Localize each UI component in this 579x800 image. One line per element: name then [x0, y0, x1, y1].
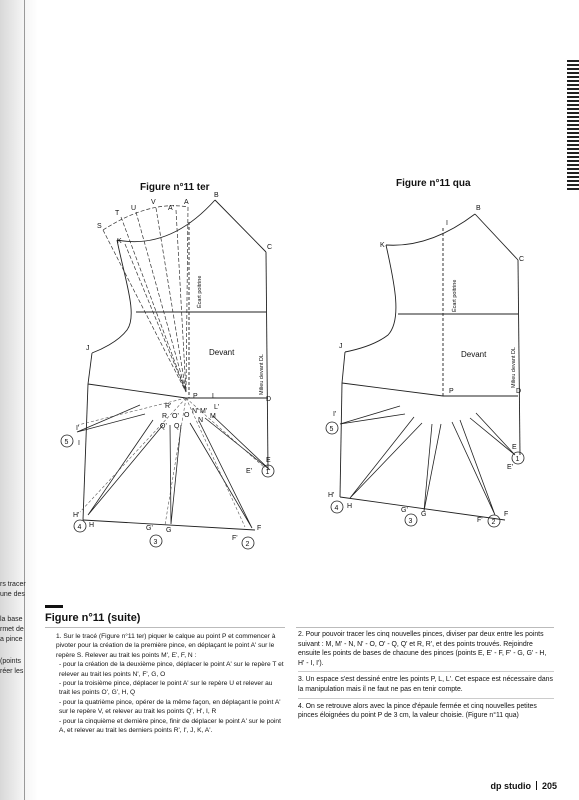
left-lower-side — [83, 384, 88, 520]
page-number: 205 — [541, 781, 557, 791]
instructions-right-column — [298, 630, 554, 727]
q-label-h-prime: H' — [328, 492, 335, 499]
label-f-prime: F' — [232, 535, 238, 542]
step-1-dart-3: - pour la troisième pince, déplacer le point A' sur le repère U et relever au trait les points O', G', H, Q — [59, 680, 273, 697]
label-l: L — [212, 393, 216, 400]
q-label-g: G — [421, 511, 427, 518]
q-label-i: I — [446, 220, 448, 227]
label-devant: Devant — [209, 348, 235, 357]
step-2-text: 2. Pour pouvoir tracer les cinq nouvelles pinces, diviser par deux entre les points suivant : M, M' - N, N' - O, O' - Q, Q' et R, R', et des points trouvés. Rejoindre ensuite les points de bases de chacune des pinces (points E, E' - F, F' - G, G' - H, H' - I, I'). — [298, 630, 554, 672]
q-label-milieu-devant: Milieu devant DL — [511, 347, 517, 388]
label-a-prime: A' — [168, 205, 175, 212]
q-armhole-curve — [345, 245, 396, 352]
book-spine-shadow — [0, 0, 38, 800]
label-milieu-devant: Milieu devant DL — [259, 354, 265, 395]
label-q: Q — [174, 423, 180, 430]
label-d: D — [266, 396, 272, 403]
circle-3-label: 3 — [153, 539, 158, 546]
q-dart-1 — [470, 413, 515, 455]
figure-11-qua-diagram — [320, 195, 535, 535]
label-e-prime: E' — [246, 468, 253, 475]
footer-separator — [536, 781, 537, 790]
label-i: I — [78, 440, 80, 447]
q-label-e-prime: E' — [507, 464, 514, 471]
label-r-prime: R' — [165, 403, 172, 410]
step-4-text: 4. On se retrouve alors avec la pince d'épaule fermée et cinq nouvelles petites pinces éloignées du point P de 3 cm, la valeur choisie. (Figure n°11 qua) — [298, 702, 537, 720]
ray-k — [125, 244, 186, 392]
q-label-c: C — [519, 256, 525, 263]
waist-line-upper — [88, 384, 186, 398]
label-n-prime: N' — [192, 408, 199, 415]
label-ecart-poitrine: Écart poitrine — [197, 275, 203, 308]
label-o-prime: O' — [172, 413, 179, 420]
q-label-h: H — [347, 503, 353, 510]
q-left-lower-side — [340, 383, 342, 497]
label-h: H — [89, 522, 95, 529]
label-g-prime: G' — [146, 525, 153, 532]
ray-s — [103, 230, 186, 392]
label-p: P — [193, 393, 198, 400]
q-dart-5 — [340, 406, 405, 424]
figure-11-ter-title: Figure n°11 ter — [140, 182, 210, 193]
circle-5-label: 5 — [64, 439, 69, 446]
q-label-devant: Devant — [461, 350, 487, 359]
label-m: M — [210, 413, 216, 420]
q-circle-3-label: 3 — [408, 518, 413, 525]
instructions-left-column — [56, 632, 284, 735]
margin-fragment-7: réer les — [0, 668, 24, 675]
label-k: K — [117, 238, 122, 245]
step-1-dart-4: - pour la quatrième pince, opérer de la même façon, en déplaçant le point A' sur le repère V, et relever au trait les points Q', H', I, R — [59, 698, 281, 716]
q-label-k: K — [380, 242, 385, 249]
q-label-e: E — [512, 444, 517, 451]
q-centre-front-line — [518, 260, 520, 455]
circle-2-label: 2 — [245, 541, 250, 548]
side-seam — [88, 353, 92, 384]
label-r: R — [162, 413, 168, 420]
shoulder-seam — [215, 200, 266, 252]
label-f: F — [257, 525, 262, 532]
label-n: N — [198, 417, 204, 424]
armhole-curve — [92, 240, 131, 353]
label-s: S — [97, 223, 102, 230]
book-spine-line — [24, 0, 25, 800]
q-label-f-prime: F' — [477, 517, 483, 524]
q-label-p: P — [449, 388, 454, 395]
label-l-prime: L' — [214, 404, 220, 411]
ray-a — [186, 207, 188, 392]
margin-fragment-5: a pince — [0, 636, 23, 643]
q-label-f: F — [504, 511, 509, 518]
section-rule-left — [45, 627, 285, 628]
step-1-dart-2: - pour la création de la deuxième pince, déplacer le point A' sur le repère T et relever au trait les points N', F', G, O — [59, 661, 284, 678]
page-footer — [490, 781, 557, 791]
label-t: T — [115, 210, 120, 217]
section-rule-right — [296, 627, 554, 628]
margin-fragment-6: (points — [0, 658, 22, 665]
q-circle-2-label: 2 — [491, 519, 496, 526]
label-h-prime: H' — [73, 512, 80, 519]
step-1-dart-5: - pour la cinquième et dernière pince, finir de déplacer le point A' sur le point A, et relever au trait les derniers points R', I', J, K, A'. — [59, 717, 281, 735]
label-q-prime: Q' — [160, 423, 167, 430]
figure-11-ter-diagram — [55, 190, 295, 555]
page-edge-tab — [567, 60, 579, 190]
dart-4 — [88, 420, 163, 515]
figure-11-qua-title: Figure n°11 qua — [396, 178, 471, 189]
circle-4-label: 4 — [77, 524, 82, 531]
footer-brand: dp studio — [490, 781, 531, 791]
step-3-text: 3. Un espace s'est dessiné entre les points P, L, L'. Cet espace est nécessaire dans la manipulation mais il ne faut ne pas en tenir compte. — [298, 675, 554, 698]
label-g: G — [166, 527, 172, 534]
circle-1-label: 1 — [265, 469, 270, 476]
label-b: B — [214, 192, 219, 199]
section-title: Figure n°11 (suite) — [45, 612, 141, 624]
q-shoulder-seam — [475, 214, 518, 260]
label-c: C — [267, 244, 273, 251]
q-circle-5-label: 5 — [329, 426, 334, 433]
q-label-i-prime: I' — [333, 411, 337, 418]
dart-1 — [205, 416, 270, 470]
section-accent-bar — [45, 605, 63, 608]
label-e: E — [266, 457, 271, 464]
q-dart-2 — [452, 420, 495, 515]
q-label-d: D — [516, 388, 522, 395]
margin-fragment-2: une des — [0, 591, 25, 598]
q-circle-4-label: 4 — [334, 505, 339, 512]
centre-front-line — [266, 252, 268, 470]
label-u: U — [131, 205, 137, 212]
label-o: O — [184, 412, 190, 419]
q-neckline-curve — [386, 214, 475, 245]
label-m-prime: M' — [200, 408, 208, 415]
q-dart-3 — [424, 424, 441, 511]
label-i-prime: I' — [76, 425, 80, 432]
label-j: J — [86, 345, 90, 352]
q-label-g-prime: G' — [401, 507, 408, 514]
q-circle-1-label: 1 — [515, 456, 520, 463]
q-side-seam — [342, 352, 345, 383]
dart-2 — [190, 421, 252, 528]
step-1-text: 1. Sur le tracé (Figure n°11 ter) piquer le calque au point P et commencer à pivoter pour la création de la première pince, en déplaçant le point A' sur le repère S. Relever au trait les points M', E', F, N : — [56, 633, 276, 659]
margin-fragment-1: rs tracer — [0, 581, 26, 588]
q-waist-line-upper — [342, 383, 443, 396]
q-label-ecart-poitrine: Écart poitrine — [452, 279, 458, 312]
label-v: V — [151, 199, 156, 206]
q-dart-4 — [350, 417, 422, 498]
label-a: A — [184, 199, 189, 206]
ray-a-prime — [176, 210, 186, 392]
q-label-b: B — [476, 205, 481, 212]
q-label-j: J — [339, 343, 343, 350]
margin-fragment-4: rmet de — [0, 626, 24, 633]
margin-fragment-3: la base — [0, 616, 23, 623]
